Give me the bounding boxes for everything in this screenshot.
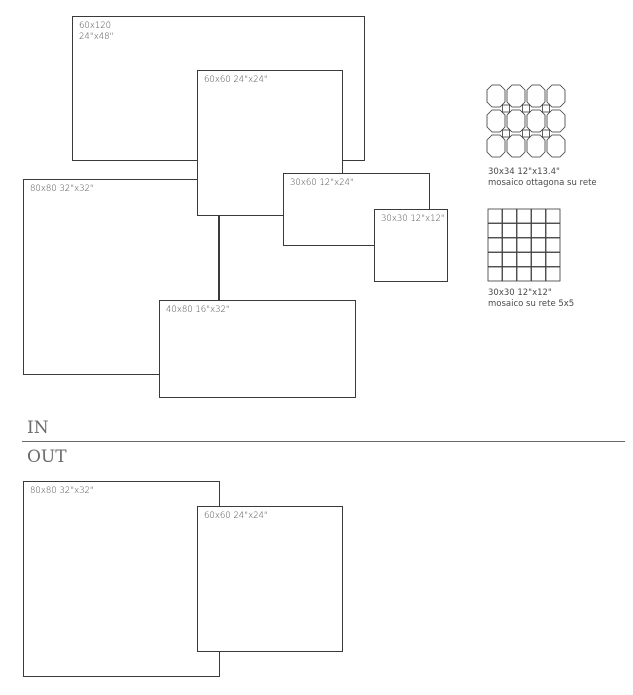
tile-60x60-size: 60x60 24"x24" <box>204 75 268 85</box>
grid-cell <box>532 209 546 223</box>
dot-tile <box>543 105 550 112</box>
octagon-tile <box>487 85 505 107</box>
octagon-mosaic-size: 30x34 12"x13.4" <box>488 167 560 177</box>
tile-30x60-size: 30x60 12"x24" <box>290 178 354 188</box>
tile-40x80 <box>159 300 356 398</box>
octagon-tile <box>527 110 545 132</box>
grid-cell <box>517 209 531 223</box>
octagon-tile <box>527 135 545 157</box>
octagon-tile <box>527 85 545 107</box>
out-tile-60x60-size: 60x60 24"x24" <box>204 511 268 521</box>
tile-80x80-size: 80x80 32"x32" <box>30 184 94 194</box>
tile-60x60-label <box>204 75 268 86</box>
out-tile-80x80 <box>23 481 220 677</box>
tile-40x80-label <box>166 305 230 316</box>
tile-60x120-size-in: 24"x48" <box>79 32 114 42</box>
grid-cell <box>546 267 560 281</box>
grid-cell <box>546 253 560 267</box>
grid-cell <box>517 253 531 267</box>
octagon-tile <box>507 110 525 132</box>
tile-connector-line <box>219 216 220 301</box>
tile-60x120-size-cm: 60x120 <box>79 21 112 31</box>
grid-cell <box>532 267 546 281</box>
tile-30x30-size: 30x30 12"x12" <box>381 214 445 224</box>
grid-cell <box>503 253 517 267</box>
grid-cell <box>488 224 502 238</box>
tile-30x30-label <box>381 214 445 225</box>
octagon-tile <box>487 135 505 157</box>
grid-mosaic-icon <box>487 208 561 282</box>
octagon-tile <box>547 135 565 157</box>
dot-tile <box>523 130 530 137</box>
grid-cell <box>532 238 546 252</box>
out-section-heading: OUT <box>27 447 67 467</box>
grid-cell <box>488 253 502 267</box>
out-tile-80x80-size: 80x80 32"x32" <box>30 486 94 496</box>
in-section-heading: IN <box>27 418 49 438</box>
dot-tile <box>523 105 530 112</box>
grid-cell <box>517 238 531 252</box>
grid-cell <box>503 267 517 281</box>
tile-30x30 <box>374 209 448 282</box>
grid-mosaic-caption <box>488 288 574 310</box>
grid-cell <box>532 253 546 267</box>
grid-cell <box>488 209 502 223</box>
octagon-tile <box>507 85 525 107</box>
octagon-tile <box>547 85 565 107</box>
grid-cell <box>546 238 560 252</box>
grid-cell <box>503 209 517 223</box>
octagon-tile <box>507 135 525 157</box>
grid-mosaic-description: mosaico su rete 5x5 <box>488 299 575 309</box>
grid-mosaic-size: 30x30 12"x12" <box>488 288 552 298</box>
grid-cell <box>488 238 502 252</box>
grid-cell <box>532 224 546 238</box>
grid-cell <box>546 224 560 238</box>
octagon-mosaic-description: mosaico ottagona su rete <box>488 178 597 188</box>
dot-tile <box>543 130 550 137</box>
grid-cell <box>503 238 517 252</box>
grid-cell <box>517 267 531 281</box>
octagon-mosaic-caption <box>488 167 597 189</box>
grid-cell <box>546 209 560 223</box>
octagon-tile <box>547 110 565 132</box>
out-tile-60x60-label <box>204 511 268 522</box>
tile-60x120-label <box>79 21 113 43</box>
tile-40x80-size: 40x80 16"x32" <box>166 305 230 315</box>
grid-cell <box>488 267 502 281</box>
dot-tile <box>503 130 510 137</box>
grid-cell <box>517 224 531 238</box>
grid-cell <box>503 224 517 238</box>
tile-80x80-label <box>30 184 94 195</box>
out-tile-80x80-label <box>30 486 94 497</box>
octagon-tile <box>487 110 505 132</box>
section-divider <box>22 441 625 442</box>
tile-30x60-label <box>290 178 354 189</box>
dot-tile <box>503 105 510 112</box>
octagon-mosaic-icon <box>486 84 568 162</box>
out-tile-60x60 <box>197 506 343 652</box>
